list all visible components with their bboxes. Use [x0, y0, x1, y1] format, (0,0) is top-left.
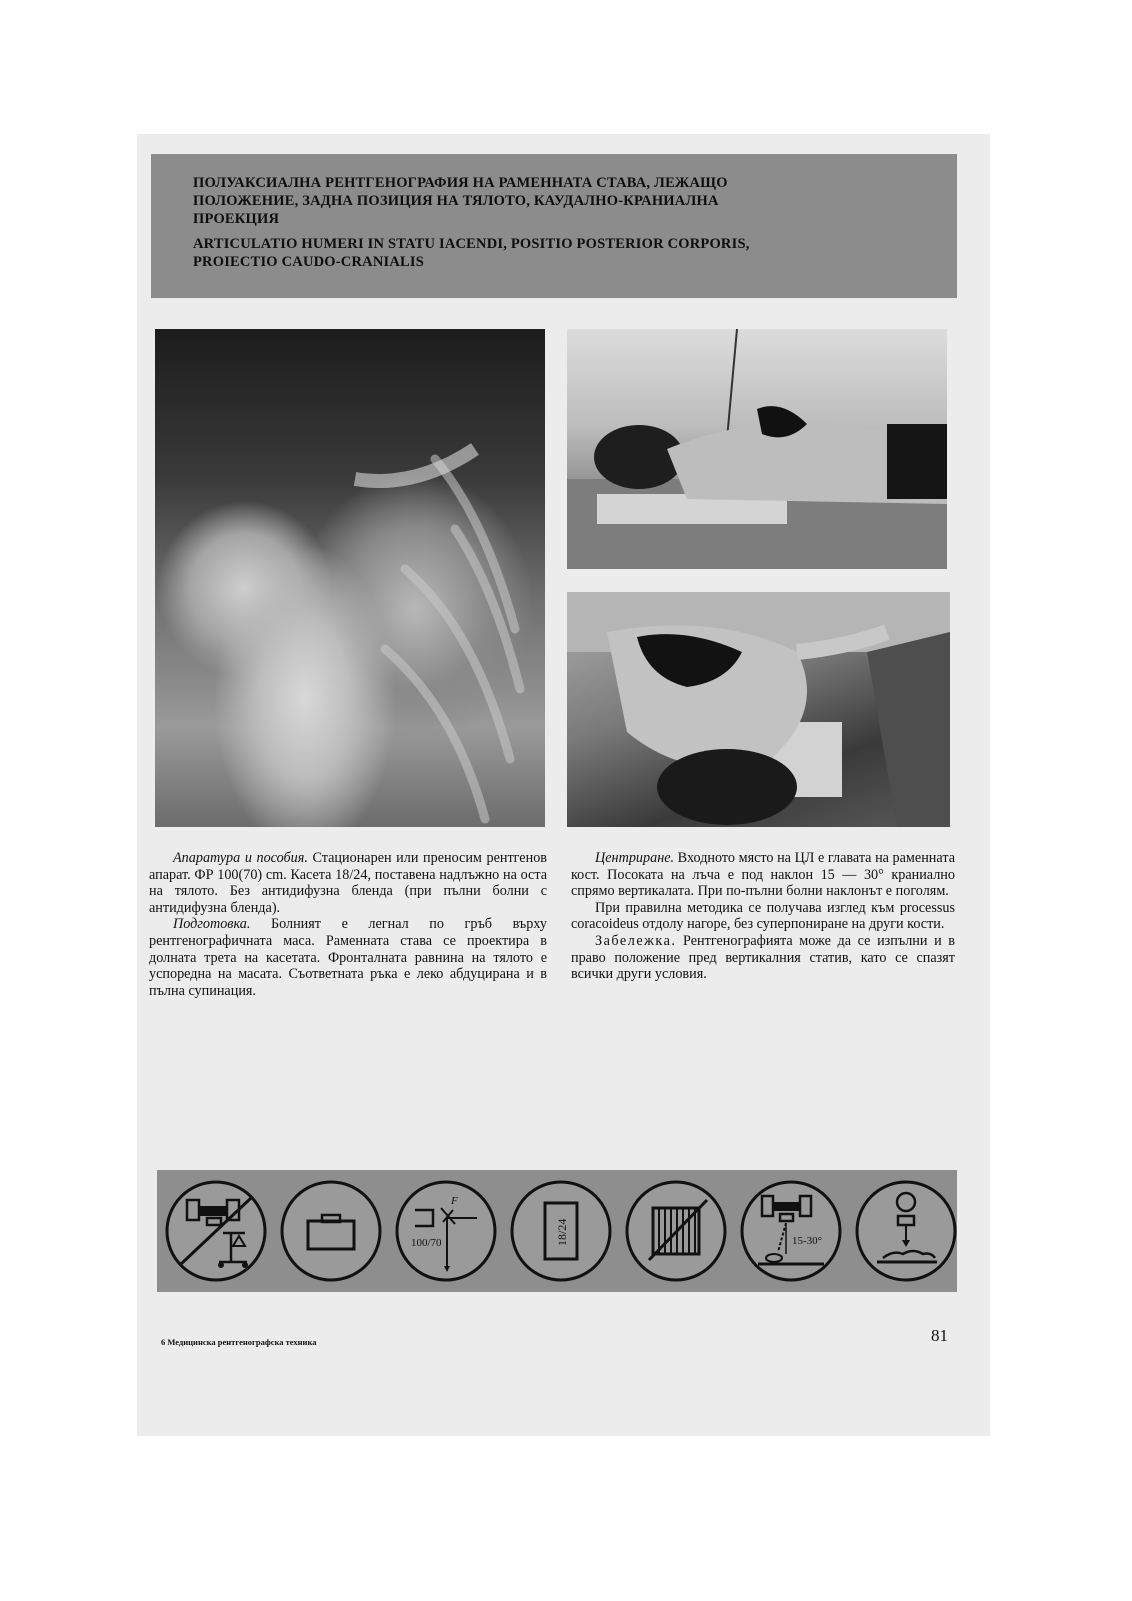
- note-text: Рентгенографията може да се изпълни и в право положение пред вертикалния статив, като се спазят всички други условия.: [571, 932, 955, 983]
- cassette-size-label: 18/24: [555, 1218, 569, 1246]
- preparation-paragraph: [149, 916, 547, 999]
- preparation-text: Болният е легнал по гръб върху рентгенографичната маса. Раменната става се проектира в долната трета на касетата. Фронталната равнина на тялото е успоредна на масата. Съответната ръка е леко абдуцирана и в пълна супинация.: [149, 916, 547, 999]
- book-page: [137, 134, 990, 1436]
- mobile-xray-icon: [163, 1178, 269, 1284]
- equipment-text: Стационарен или преносим рентгенов апарат. ФР 100(70) cm. Касета 18/24, поставена надлъжно на оста на тялото. Без антидифузна бленда (при пълни болни с антидифузна бленда).: [149, 850, 547, 916]
- cassette-icon: [278, 1178, 384, 1284]
- note-heading: Забележка.: [595, 932, 677, 949]
- centering-heading: Центриране.: [595, 850, 675, 866]
- equipment-heading: Апаратура и пособия.: [173, 850, 308, 866]
- page-number: 81: [931, 1326, 948, 1345]
- centering-text: Входното място на ЦЛ е главата на раменната кост. Посоката на лъча е под наклон 15 — 30° краниално спрямо вертикалата. При по-пълни болни наклонът е поголям.: [571, 850, 955, 900]
- latin-title-line-1: ARTICULATIO HUMERI IN STATU IACENDI, POSITIO POSTERIOR CORPORIS,: [193, 236, 750, 252]
- focus-letter: F: [451, 1195, 458, 1207]
- text-column-right: [571, 850, 955, 983]
- book-footnote: 6 Медицинска рентгенографска техника: [161, 1337, 317, 1347]
- focus-distance-label: 100/70: [411, 1237, 442, 1249]
- title-line-3: ПРОЕКЦИЯ: [193, 211, 280, 227]
- cassette-size-icon: [508, 1178, 614, 1284]
- technique-icon-strip: [157, 1170, 957, 1292]
- focus-distance-icon: [393, 1178, 499, 1284]
- note-paragraph: [571, 933, 955, 983]
- centering-paragraph: [571, 850, 955, 900]
- patient-position-photo-side: [567, 329, 947, 569]
- beam-angle-label: 15-30°: [792, 1235, 823, 1247]
- no-grid-icon: [623, 1178, 729, 1284]
- latin-title-line-2: PROIECTIO CAUDO-CRANIALIS: [193, 254, 424, 270]
- patient-supine-icon: [853, 1178, 959, 1284]
- equipment-paragraph: [149, 850, 547, 916]
- patient-position-photo-top: [567, 592, 950, 827]
- text-column-left: [149, 850, 547, 999]
- title-line-1: ПОЛУАКСИАЛНА РЕНТГЕНОГРАФИЯ НА РАМЕННАТА СТАВА, ЛЕЖАЩО: [193, 175, 728, 191]
- method-paragraph: При правилна методика се получава изглед към processus coracoideus отдолу нагоре, без суперпониране на други кости.: [571, 899, 955, 933]
- preparation-heading: Подготовка.: [173, 916, 251, 933]
- title-banner: [151, 154, 957, 298]
- title-line-2: ПОЛОЖЕНИЕ, ЗАДНА ПОЗИЦИЯ НА ТЯЛОТО, КАУДАЛНО-КРАНИАЛНА: [193, 193, 719, 209]
- angled-beam-icon: [738, 1178, 844, 1284]
- shoulder-xray-image: [155, 329, 545, 827]
